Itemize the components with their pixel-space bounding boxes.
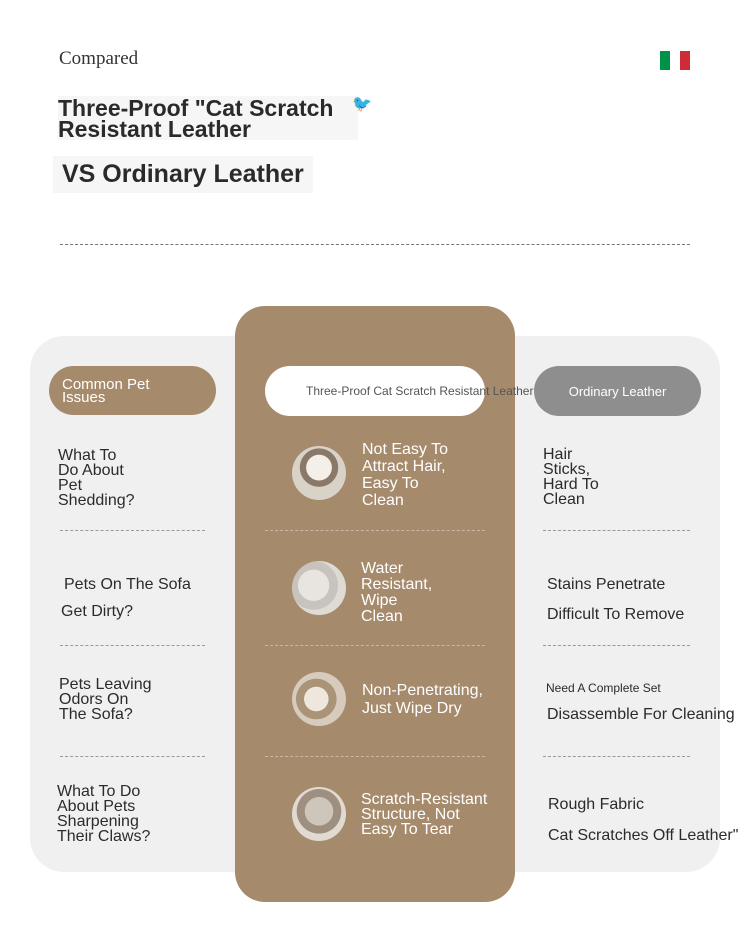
row-divider: [265, 645, 485, 646]
issue-2-line: Pets On The Sofa: [64, 576, 191, 593]
ordinary-4-line: Cat Scratches Off Leather": [548, 827, 739, 844]
proof-cell-4: [361, 792, 511, 837]
issues-header-line-2: Issues: [62, 388, 106, 406]
issue-cell-4: [57, 784, 207, 844]
ordinary-4-line: Rough Fabric: [548, 796, 645, 813]
title-line-2: Resistant Leather: [58, 116, 252, 142]
issue-3-line: Odors On: [59, 691, 129, 708]
proof-1-line: Not Easy To: [362, 441, 448, 458]
proof-1-line: Attract Hair,: [362, 458, 446, 475]
issues-header-line-1: Common Pet: [62, 375, 150, 393]
issue-1-line: Do About: [58, 462, 124, 479]
ordinary-3-line: Disassemble For Cleaning: [547, 706, 735, 723]
row-divider: [543, 645, 690, 646]
proof-4-line: Easy To Tear: [361, 821, 453, 838]
header-divider: [60, 244, 690, 245]
issue-3-line: Pets Leaving: [59, 676, 152, 693]
proof-4-line: Structure, Not: [361, 806, 460, 823]
issue-4-line: About Pets: [57, 798, 136, 815]
ordinary-column-header: Ordinary Leather: [534, 366, 701, 416]
leather-water-photo-icon: [292, 561, 346, 615]
proof-3-line: Just Wipe Dry: [362, 700, 462, 717]
proof-cell-1: [362, 441, 497, 509]
proof-1-line: Easy To: [362, 475, 419, 492]
ordinary-1-line: Clean: [543, 491, 585, 508]
compared-label: Compared: [59, 48, 139, 69]
row-divider: [265, 756, 485, 757]
row-divider: [265, 530, 485, 531]
issue-1-line: Pet: [58, 477, 83, 494]
issue-4-line: Their Claws?: [57, 828, 151, 845]
ordinary-cell-4: [548, 789, 743, 851]
ordinary-3-line: Need A Complete Set: [546, 681, 661, 695]
proof-2-line: Water: [361, 560, 404, 577]
proof-column-header: Three-Proof Cat Scratch Resistant Leather: [265, 366, 485, 416]
scratch-photo-icon: [292, 787, 346, 841]
row-divider: [60, 530, 205, 531]
proof-2-line: Wipe: [361, 592, 398, 609]
issue-3-line: The Sofa?: [59, 706, 133, 723]
proof-cell-2: [361, 561, 496, 625]
title-line-1: Three-Proof "Cat Scratch: [58, 95, 334, 121]
title-vs: VS Ordinary Leather: [53, 156, 313, 193]
ordinary-cell-2: [547, 570, 747, 630]
row-divider: [543, 756, 690, 757]
ordinary-2-line: Difficult To Remove: [547, 606, 685, 623]
issue-4-line: Sharpening: [57, 813, 139, 830]
proof-1-line: Clean: [362, 492, 404, 509]
issue-2-line: Get Dirty?: [61, 603, 134, 620]
row-divider: [60, 645, 205, 646]
ordinary-1-line: Sticks,: [543, 461, 591, 478]
italy-flag-icon: [660, 51, 690, 70]
ordinary-2-line: Stains Penetrate: [547, 576, 666, 593]
page-title: [58, 96, 358, 140]
cat-photo-icon: [292, 446, 346, 500]
issue-1-line: Shedding?: [58, 492, 135, 509]
issue-cell-1: [58, 448, 208, 508]
issue-cell-3: [59, 677, 209, 722]
proof-4-line: Scratch-Resistant: [361, 791, 488, 808]
row-divider: [60, 756, 205, 757]
ordinary-1-line: Hard To: [543, 476, 599, 493]
issue-1-line: What To: [58, 447, 117, 464]
kitten-photo-icon: [292, 672, 346, 726]
proof-2-line: Resistant,: [361, 576, 433, 593]
issue-cell-2: [61, 571, 231, 625]
proof-cell-3: [362, 682, 502, 718]
ordinary-cell-1: [543, 447, 743, 507]
bird-icon: 🐦: [352, 96, 372, 113]
proof-2-line: Clean: [361, 608, 403, 625]
issues-column-header: [49, 366, 216, 415]
ordinary-1-line: Hair: [543, 446, 573, 463]
proof-3-line: Non-Penetrating,: [362, 682, 483, 699]
issue-4-line: What To Do: [57, 783, 141, 800]
ordinary-cell-3: [546, 680, 741, 724]
row-divider: [543, 530, 690, 531]
